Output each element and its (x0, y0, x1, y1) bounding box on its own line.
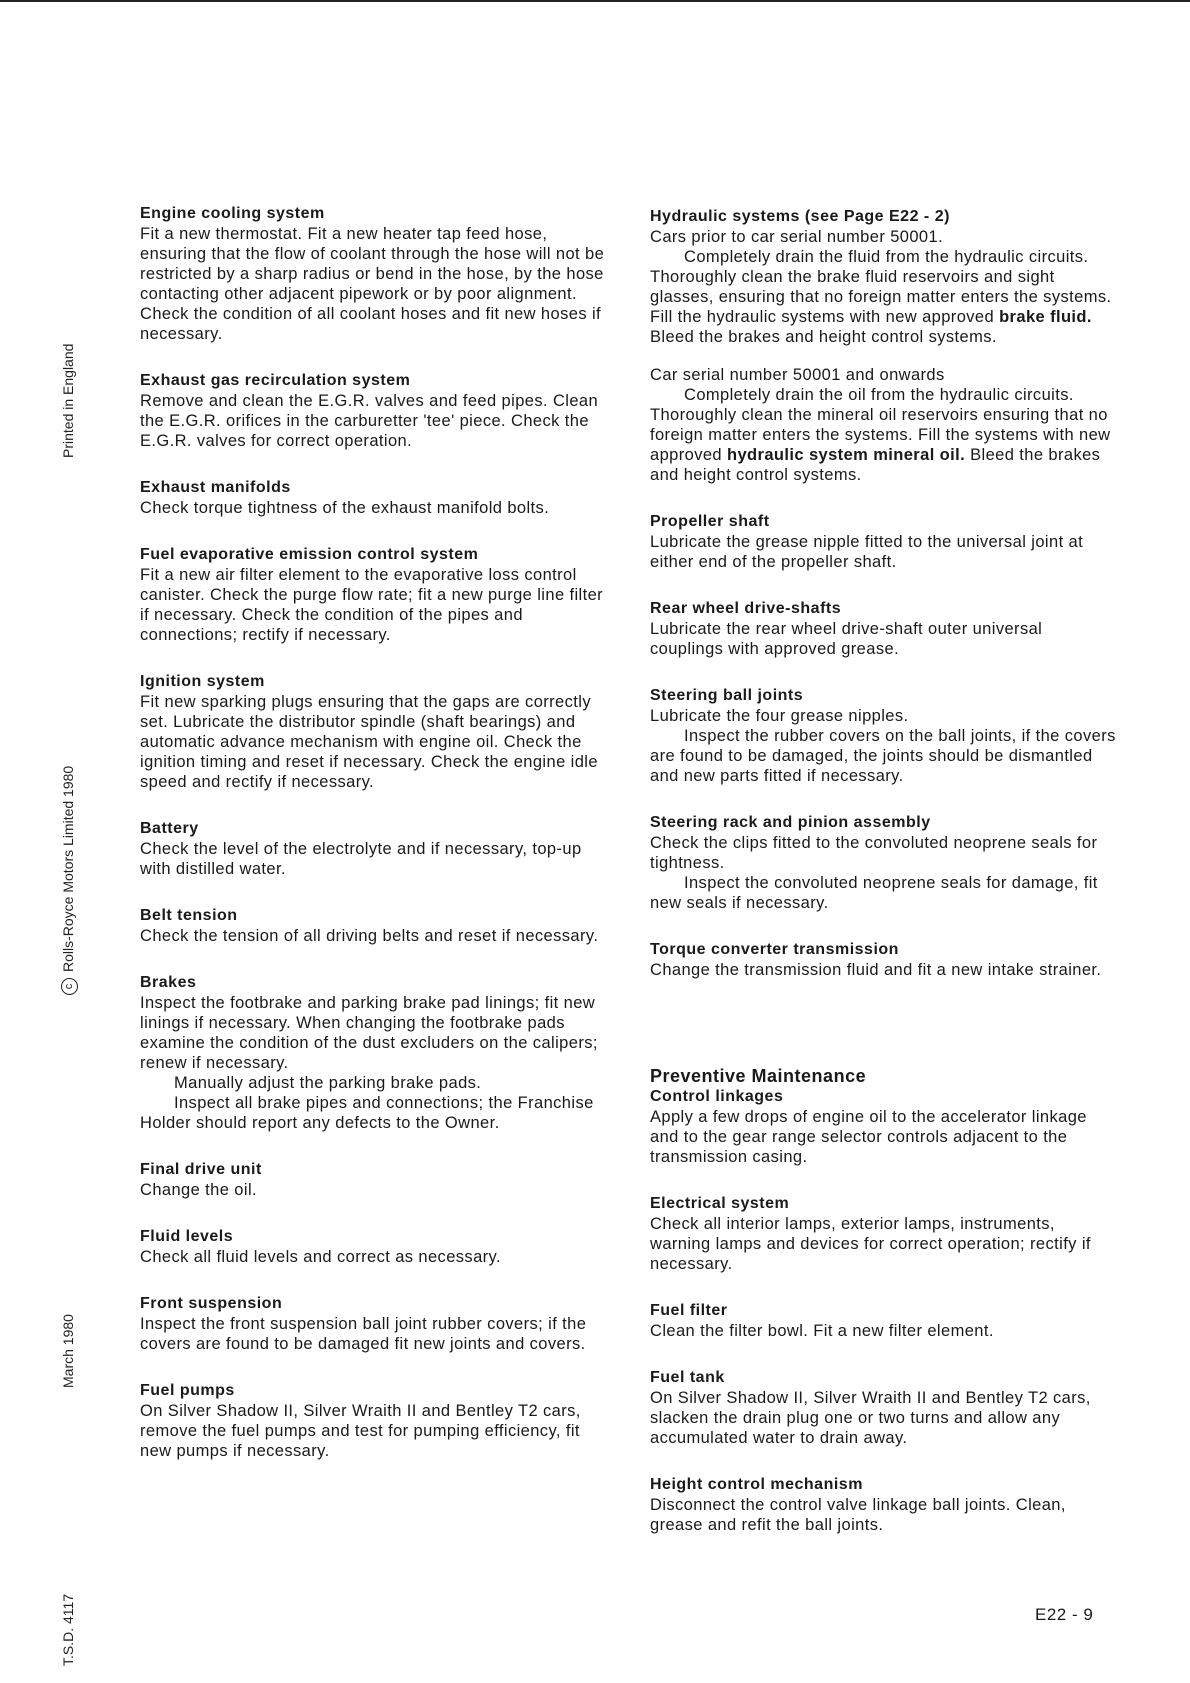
section-title: Steering rack and pinion assembly (650, 814, 931, 831)
section-text: Lubricate the rear wheel drive-shaft outer universal couplings with approved grease. (650, 620, 1043, 658)
section-text: Fit a new thermostat. Fit a new heater tap feed hose, ensuring that the flow of coolant through the hose will not be restricted by a sharp radius or bend in the hose, by the hose contacting other adjacent pipework or by poor alignment. Check the condition of all coolant hoses and fit new hoses if necessary. (140, 225, 605, 343)
left-column (140, 205, 610, 1489)
copyright-icon: c (61, 978, 78, 995)
section-text: Change the oil. (140, 1181, 257, 1199)
section-hydraulic (650, 208, 1120, 485)
margin-date: March 1980 (60, 1314, 76, 1388)
section-fuel-evaporative (140, 546, 610, 645)
margin-tsd: T.S.D. 4117 (60, 1593, 76, 1666)
section-final-drive (140, 1161, 610, 1200)
section-exhaust-manifolds (140, 479, 610, 518)
section-title: Fuel pumps (140, 1382, 235, 1399)
section-text: On Silver Shadow II, Silver Wraith II and Bentley T2 cars, remove the fuel pumps and test for pumping efficiency, fit new pumps if necessary. (140, 1402, 581, 1460)
section-fuel-pumps (140, 1382, 610, 1461)
section-title: Final drive unit (140, 1161, 262, 1178)
section-text-2: Manually adjust the parking brake pads. (174, 1074, 482, 1092)
section-preventive (650, 1066, 1120, 1167)
section-title: Propeller shaft (650, 513, 770, 530)
hydraulic-para1: Completely drain the fluid from the hydraulic circuits. Thoroughly clean the brake fluid reservoirs and sight glasses, ensuring that no foreign matter enters the systems. Fill the hydraulic systems with new approved brake fluid. Bleed the brakes and height control systems. (650, 248, 1112, 346)
hydraulic-para2: Completely drain the oil from the hydraulic circuits. Thoroughly clean the mineral oil reservoirs ensuring that no foreign matter enters the systems. Fill the systems with new approved hydraulic system mineral oil. Bleed the brakes and height control systems. (650, 386, 1111, 484)
section-text-2: Inspect the rubber covers on the ball joints, if the covers are found to be damaged, the joints should be dismantled and new parts fitted if necessary. (650, 727, 1116, 785)
section-propeller (650, 513, 1120, 572)
section-text-3: Inspect all brake pipes and connections; the Franchise Holder should report any defects to the Owner. (140, 1094, 594, 1132)
spacer (650, 1008, 1120, 1066)
section-battery (140, 820, 610, 879)
section-torque-converter (650, 941, 1120, 980)
section-engine-cooling (140, 205, 610, 344)
section-title: Exhaust manifolds (140, 479, 291, 496)
section-title: Fluid levels (140, 1228, 234, 1245)
section-text: Fit new sparking plugs ensuring that the gaps are correctly set. Lubricate the distributor spindle (shaft bearings) and automatic advance mechanism with engine oil. Check the ignition timing and reset if necessary. Check the engine idle speed and rectify if necessary. (140, 693, 598, 791)
section-title: Ignition system (140, 673, 265, 690)
section-ignition (140, 673, 610, 792)
section-fluid-levels (140, 1228, 610, 1267)
section-text-2: Inspect the convoluted neoprene seals for damage, fit new seals if necessary. (650, 874, 1098, 912)
right-column (650, 208, 1120, 1563)
section-title: Steering ball joints (650, 687, 804, 704)
section-text: Check the level of the electrolyte and if necessary, top-up with distilled water. (140, 840, 582, 878)
margin-copyright: cRolls-Royce Motors Limited 1980 (60, 766, 78, 995)
section-text: Change the transmission fluid and fit a new intake strainer. (650, 961, 1102, 979)
section-text: Inspect the footbrake and parking brake pad linings; fit new linings if necessary. When changing the footbrake pads examine the condition of the dust excluders on the calipers; renew if necessary. (140, 994, 598, 1072)
section-text: On Silver Shadow II, Silver Wraith II and Bentley T2 cars, slacken the drain plug one or two turns and allow any accumulated water to drain away. (650, 1389, 1091, 1447)
section-title: Fuel evaporative emission control system (140, 546, 479, 563)
section-title: Engine cooling system (140, 205, 325, 222)
section-title: Brakes (140, 974, 197, 991)
section-text: Disconnect the control valve linkage ball joints. Clean, grease and refit the ball joints. (650, 1496, 1066, 1534)
section-text: Apply a few drops of engine oil to the accelerator linkage and to the gear range selector controls adjacent to the transmission casing. (650, 1108, 1087, 1166)
section-front-suspension (140, 1295, 610, 1354)
hydraulic-sub2: Car serial number 50001 and onwards (650, 366, 945, 384)
section-text: Check the tension of all driving belts and reset if necessary. (140, 927, 599, 945)
section-text: Check torque tightness of the exhaust manifold bolts. (140, 499, 550, 517)
section-text: Lubricate the grease nipple fitted to the universal joint at either end of the propeller shaft. (650, 533, 1084, 571)
section-rear-wheel (650, 600, 1120, 659)
section-title: Rear wheel drive-shafts (650, 600, 842, 617)
section-text: Clean the filter bowl. Fit a new filter element. (650, 1322, 994, 1340)
section-title: Battery (140, 820, 199, 837)
section-height-control (650, 1476, 1120, 1535)
section-text: Fit a new air filter element to the evaporative loss control canister. Check the purge flow rate; fit a new purge line filter if necessary. Check the condition of the pipes and connections; rectify if necessary. (140, 566, 604, 644)
section-text: Lubricate the four grease nipples. (650, 707, 909, 725)
page-number: E22 - 9 (1035, 1605, 1094, 1624)
preventive-heading: Preventive Maintenance (650, 1066, 867, 1086)
section-fuel-filter (650, 1302, 1120, 1341)
section-fuel-tank (650, 1369, 1120, 1448)
section-brakes (140, 974, 610, 1133)
section-title: Front suspension (140, 1295, 283, 1312)
section-title: Fuel tank (650, 1369, 725, 1386)
section-title: Torque converter transmission (650, 941, 899, 958)
section-title: Electrical system (650, 1195, 790, 1212)
section-title: Hydraulic systems (see Page E22 - 2) (650, 208, 950, 225)
margin-printed: Printed in England (60, 343, 76, 458)
section-text: Check all fluid levels and correct as necessary. (140, 1248, 501, 1266)
section-text: Inspect the front suspension ball joint rubber covers; if the covers are found to be damaged fit new joints and covers. (140, 1315, 587, 1353)
hydraulic-sub1: Cars prior to car serial number 50001. (650, 228, 944, 246)
section-text: Check all interior lamps, exterior lamps, instruments, warning lamps and devices for correct operation; rectify if necessary. (650, 1215, 1091, 1273)
section-text: Check the clips fitted to the convoluted neoprene seals for tightness. (650, 834, 1098, 872)
section-text: Remove and clean the E.G.R. valves and feed pipes. Clean the E.G.R. orifices in the carburetter 'tee' piece. Check the E.G.R. valves for correct operation. (140, 392, 599, 450)
top-rule (0, 0, 1190, 2)
section-belt-tension (140, 907, 610, 946)
section-electrical (650, 1195, 1120, 1274)
section-egr (140, 372, 610, 451)
section-title: Height control mechanism (650, 1476, 863, 1493)
section-steering-rack (650, 814, 1120, 913)
section-title: Belt tension (140, 907, 238, 924)
section-title: Control linkages (650, 1088, 784, 1105)
section-title: Exhaust gas recirculation system (140, 372, 411, 389)
section-steering-ball (650, 687, 1120, 786)
section-title: Fuel filter (650, 1302, 728, 1319)
